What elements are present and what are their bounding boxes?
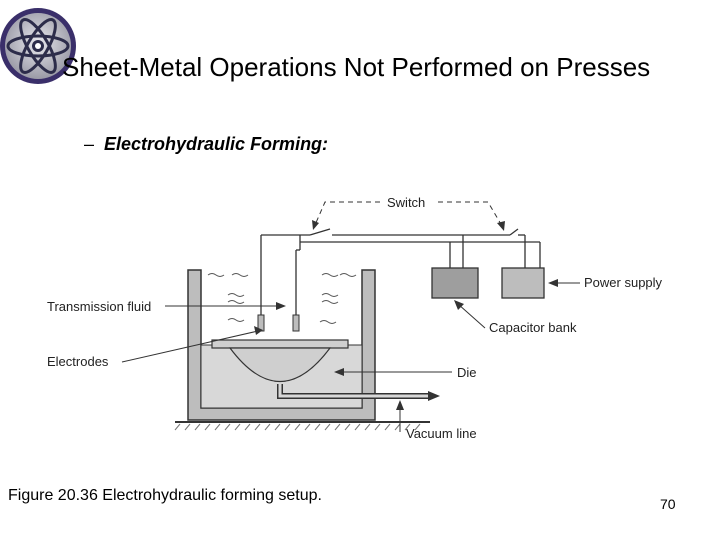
page-number: 70: [660, 496, 676, 512]
label-power-supply: Power supply: [584, 275, 663, 290]
label-die: Die: [457, 365, 477, 380]
bullet-text: Electrohydraulic Forming:: [104, 134, 329, 154]
label-vacuum-line: Vacuum line: [406, 426, 477, 441]
atom-icon: [0, 0, 92, 100]
label-switch: Switch: [387, 195, 426, 210]
figure-caption: Figure 20.36 Electrohydraulic forming setup.: [8, 487, 322, 504]
label-electrodes: Electrodes: [47, 354, 109, 369]
label-transmission-fluid: Transmission fluid: [47, 299, 152, 314]
electrohydraulic-diagram: [40, 180, 690, 455]
slide-title: Sheet-Metal Operations Not Performed on Presses: [62, 52, 651, 82]
bullet-item: [84, 134, 328, 155]
bullet-dash: –: [84, 134, 95, 154]
label-capacitor-bank: Capacitor bank: [489, 320, 577, 335]
